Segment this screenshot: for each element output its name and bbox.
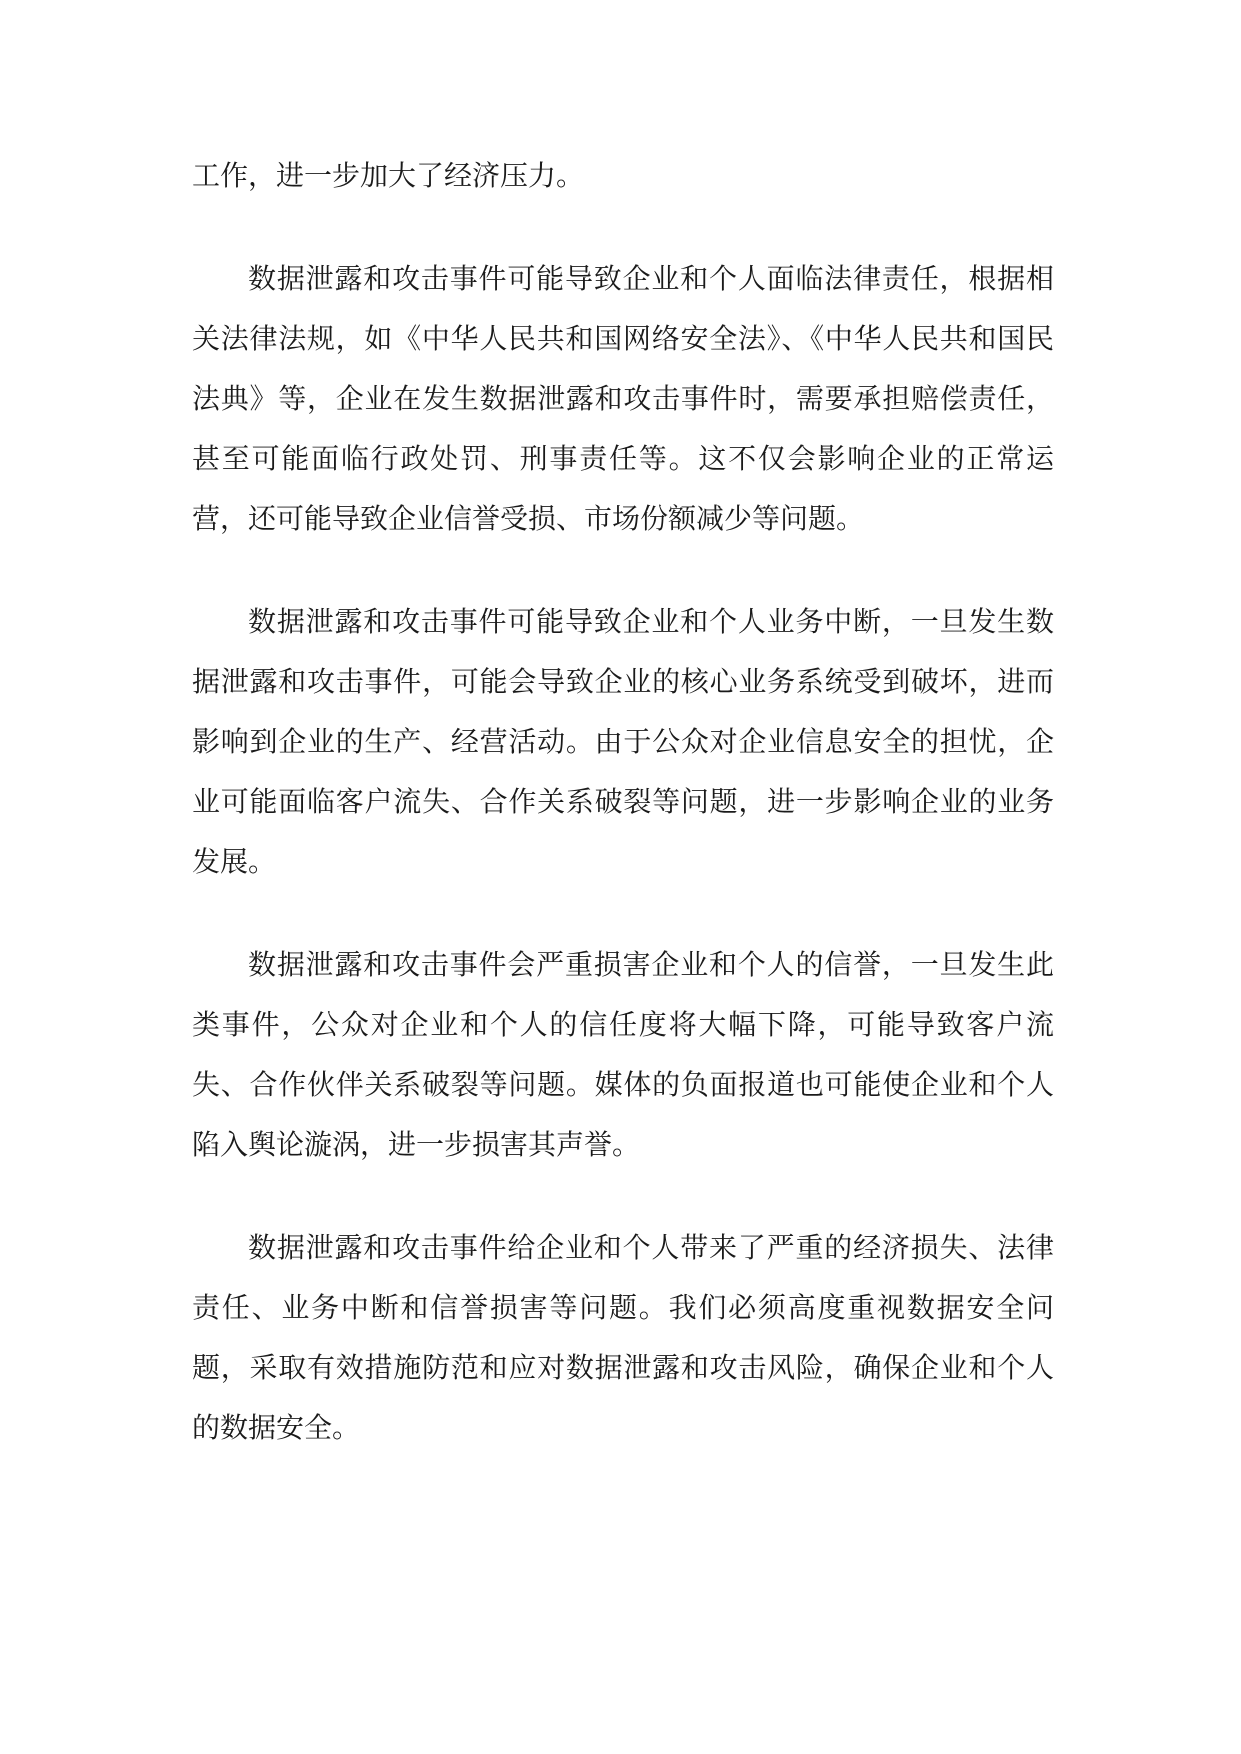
paragraph-conclusion: 数据泄露和攻击事件给企业和个人带来了严重的经济损失、法律责任、业务中断和信誉损害等问题。我们必须高度重视数据安全问题，采取有效措施防范和应对数据泄露和攻击风险，确保企业和个人的数据安全。 xyxy=(192,1231,1054,1444)
paragraph-legal-liability: 数据泄露和攻击事件可能导致企业和个人面临法律责任，根据相关法律法规，如《中华人民共和国网络安全法》、《中华人民共和国民法典》等，企业在发生数据泄露和攻击事件时，需要承担赔偿责任，甚至可能面临行政处罚、刑事责任等。这不仅会影响企业的正常运营，还可能导致企业信誉受损、市场份额减少等问题。 xyxy=(192,262,1054,535)
paragraph-business-interruption: 数据泄露和攻击事件可能导致企业和个人业务中断，一旦发生数据泄露和攻击事件，可能会导致企业的核心业务系统受到破坏，进而影响到企业的生产、经营活动。由于公众对企业信息安全的担忧，企业可能面临客户流失、合作关系破裂等问题，进一步影响企业的业务发展。 xyxy=(192,605,1054,878)
document-body xyxy=(192,146,1054,1501)
paragraph-reputation-damage: 数据泄露和攻击事件会严重损害企业和个人的信誉，一旦发生此类事件，公众对企业和个人的信任度将大幅下降，可能导致客户流失、合作伙伴关系破裂等问题。媒体的负面报道也可能使企业和个人陷入舆论漩涡，进一步损害其声誉。 xyxy=(192,948,1054,1161)
paragraph-continued: 工作，进一步加大了经济压力。 xyxy=(192,159,585,192)
